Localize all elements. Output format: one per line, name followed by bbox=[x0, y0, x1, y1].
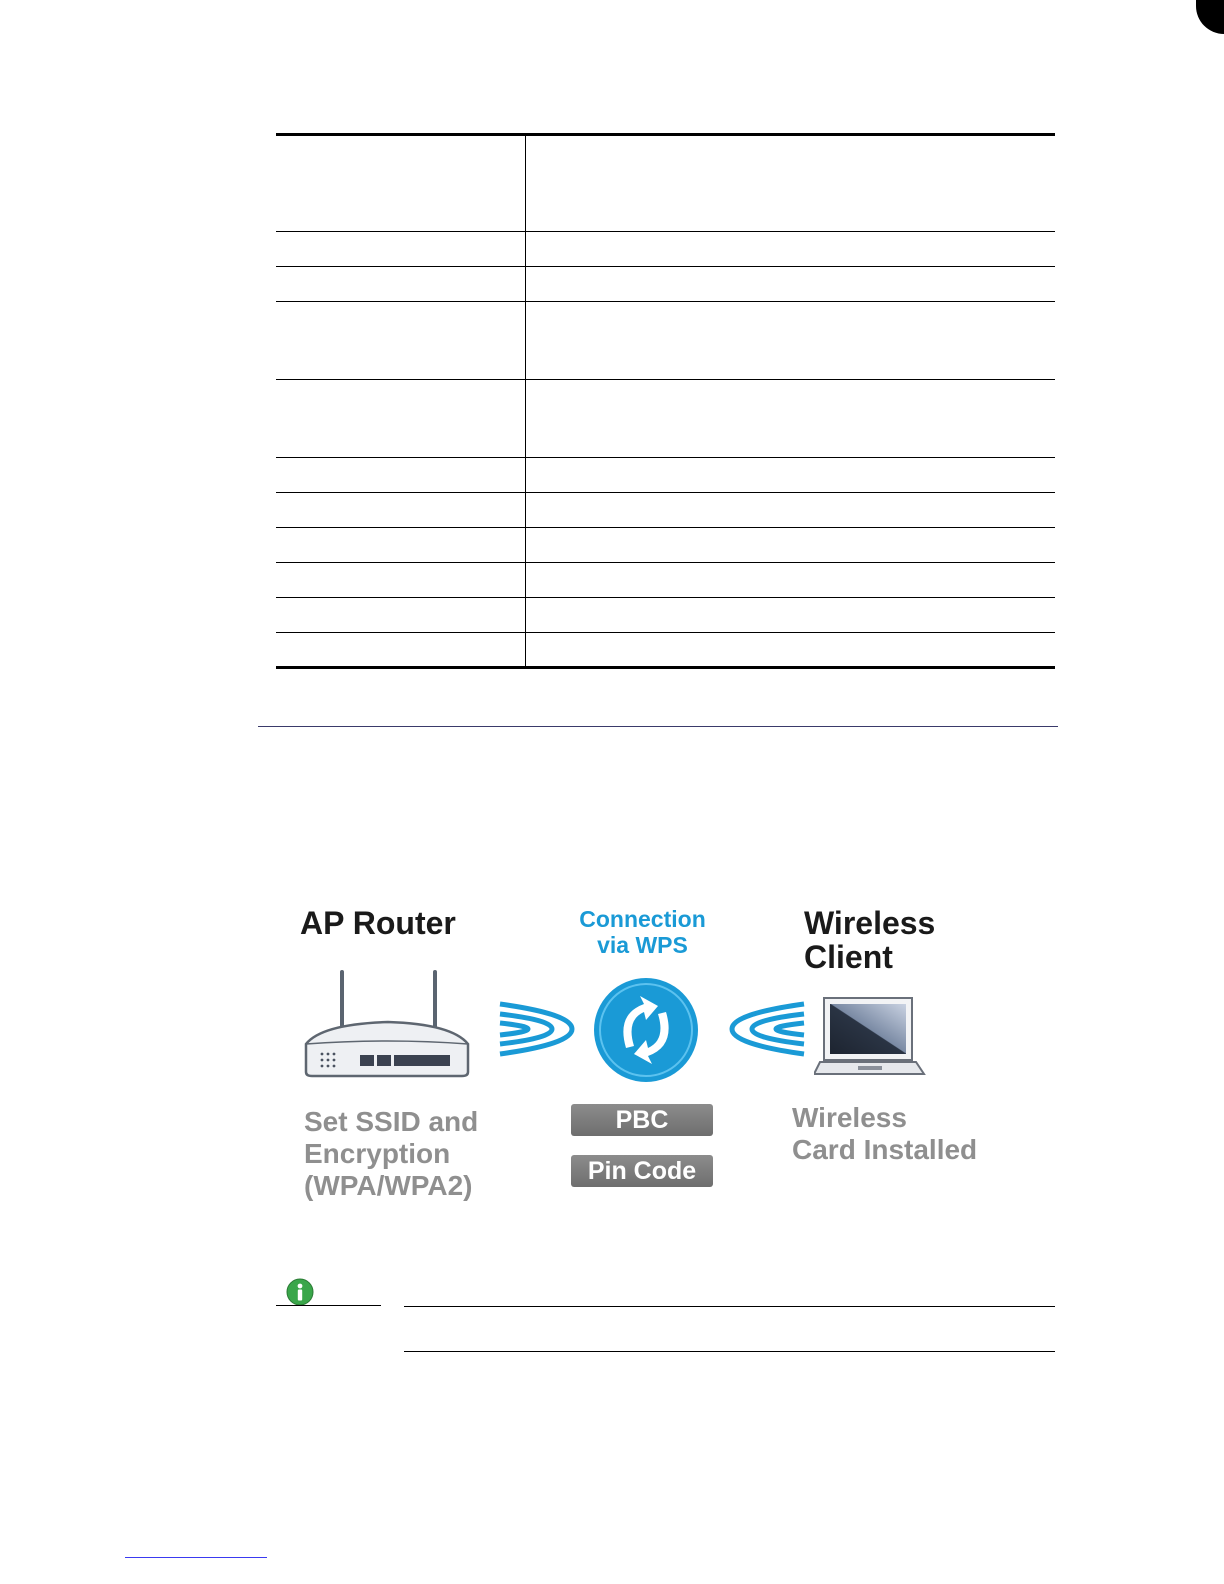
connection-title bbox=[560, 906, 725, 958]
param-name bbox=[276, 458, 526, 492]
client-title-line2: Client bbox=[804, 939, 893, 975]
param-description bbox=[526, 232, 1055, 266]
param-name bbox=[276, 493, 526, 527]
router-icon bbox=[302, 968, 472, 1080]
param-description bbox=[526, 136, 1055, 231]
param-description bbox=[526, 458, 1055, 492]
connection-title-line1: Connection bbox=[579, 906, 706, 932]
table-row bbox=[276, 493, 1055, 528]
wps-icon bbox=[592, 976, 700, 1084]
table-row bbox=[276, 267, 1055, 302]
param-name bbox=[276, 267, 526, 301]
section-divider bbox=[258, 726, 1058, 727]
pbc-badge: PBC bbox=[571, 1104, 713, 1136]
table-row bbox=[276, 136, 1055, 232]
info-icon bbox=[286, 1278, 314, 1306]
laptop-icon bbox=[814, 996, 926, 1082]
router-caption bbox=[304, 1106, 478, 1202]
router-caption-line3: (WPA/WPA2) bbox=[304, 1170, 473, 1201]
param-description bbox=[526, 598, 1055, 632]
table-row bbox=[276, 232, 1055, 267]
table-row bbox=[276, 598, 1055, 633]
wireless-client-title bbox=[804, 906, 935, 974]
param-name bbox=[276, 528, 526, 562]
pin-code-badge: Pin Code bbox=[571, 1155, 713, 1187]
client-title-line1: Wireless bbox=[804, 905, 936, 941]
note-rule bbox=[404, 1306, 1055, 1307]
table-row bbox=[276, 458, 1055, 493]
param-description bbox=[526, 267, 1055, 301]
param-description bbox=[526, 563, 1055, 597]
param-name bbox=[276, 136, 526, 231]
ap-router-title: AP Router bbox=[300, 905, 456, 941]
signal-waves-icon bbox=[492, 998, 582, 1060]
param-name bbox=[276, 232, 526, 266]
signal-waves-icon bbox=[722, 998, 812, 1060]
param-description bbox=[526, 302, 1055, 379]
client-caption-line2: Card Installed bbox=[792, 1134, 978, 1165]
param-name bbox=[276, 598, 526, 632]
param-name bbox=[276, 633, 526, 666]
connection-title-line2: via WPS bbox=[597, 932, 688, 958]
footer-link-underline bbox=[125, 1557, 267, 1558]
note-rule bbox=[404, 1351, 1055, 1352]
table-row bbox=[276, 380, 1055, 458]
param-description bbox=[526, 633, 1055, 666]
note-rule bbox=[276, 1305, 381, 1306]
table-row bbox=[276, 633, 1055, 666]
table-row bbox=[276, 302, 1055, 380]
param-description bbox=[526, 528, 1055, 562]
client-caption-line1: Wireless bbox=[792, 1102, 907, 1133]
param-description bbox=[526, 493, 1055, 527]
wps-diagram bbox=[280, 880, 1020, 1220]
page-corner-tab bbox=[1196, 0, 1224, 34]
router-caption-line2: Encryption bbox=[304, 1138, 451, 1169]
table-row bbox=[276, 528, 1055, 563]
param-name bbox=[276, 302, 526, 379]
param-name bbox=[276, 563, 526, 597]
param-name bbox=[276, 380, 526, 457]
client-caption bbox=[792, 1102, 977, 1166]
parameter-table bbox=[276, 133, 1055, 669]
param-description bbox=[526, 380, 1055, 457]
table-row bbox=[276, 563, 1055, 598]
router-caption-line1: Set SSID and bbox=[304, 1106, 479, 1137]
